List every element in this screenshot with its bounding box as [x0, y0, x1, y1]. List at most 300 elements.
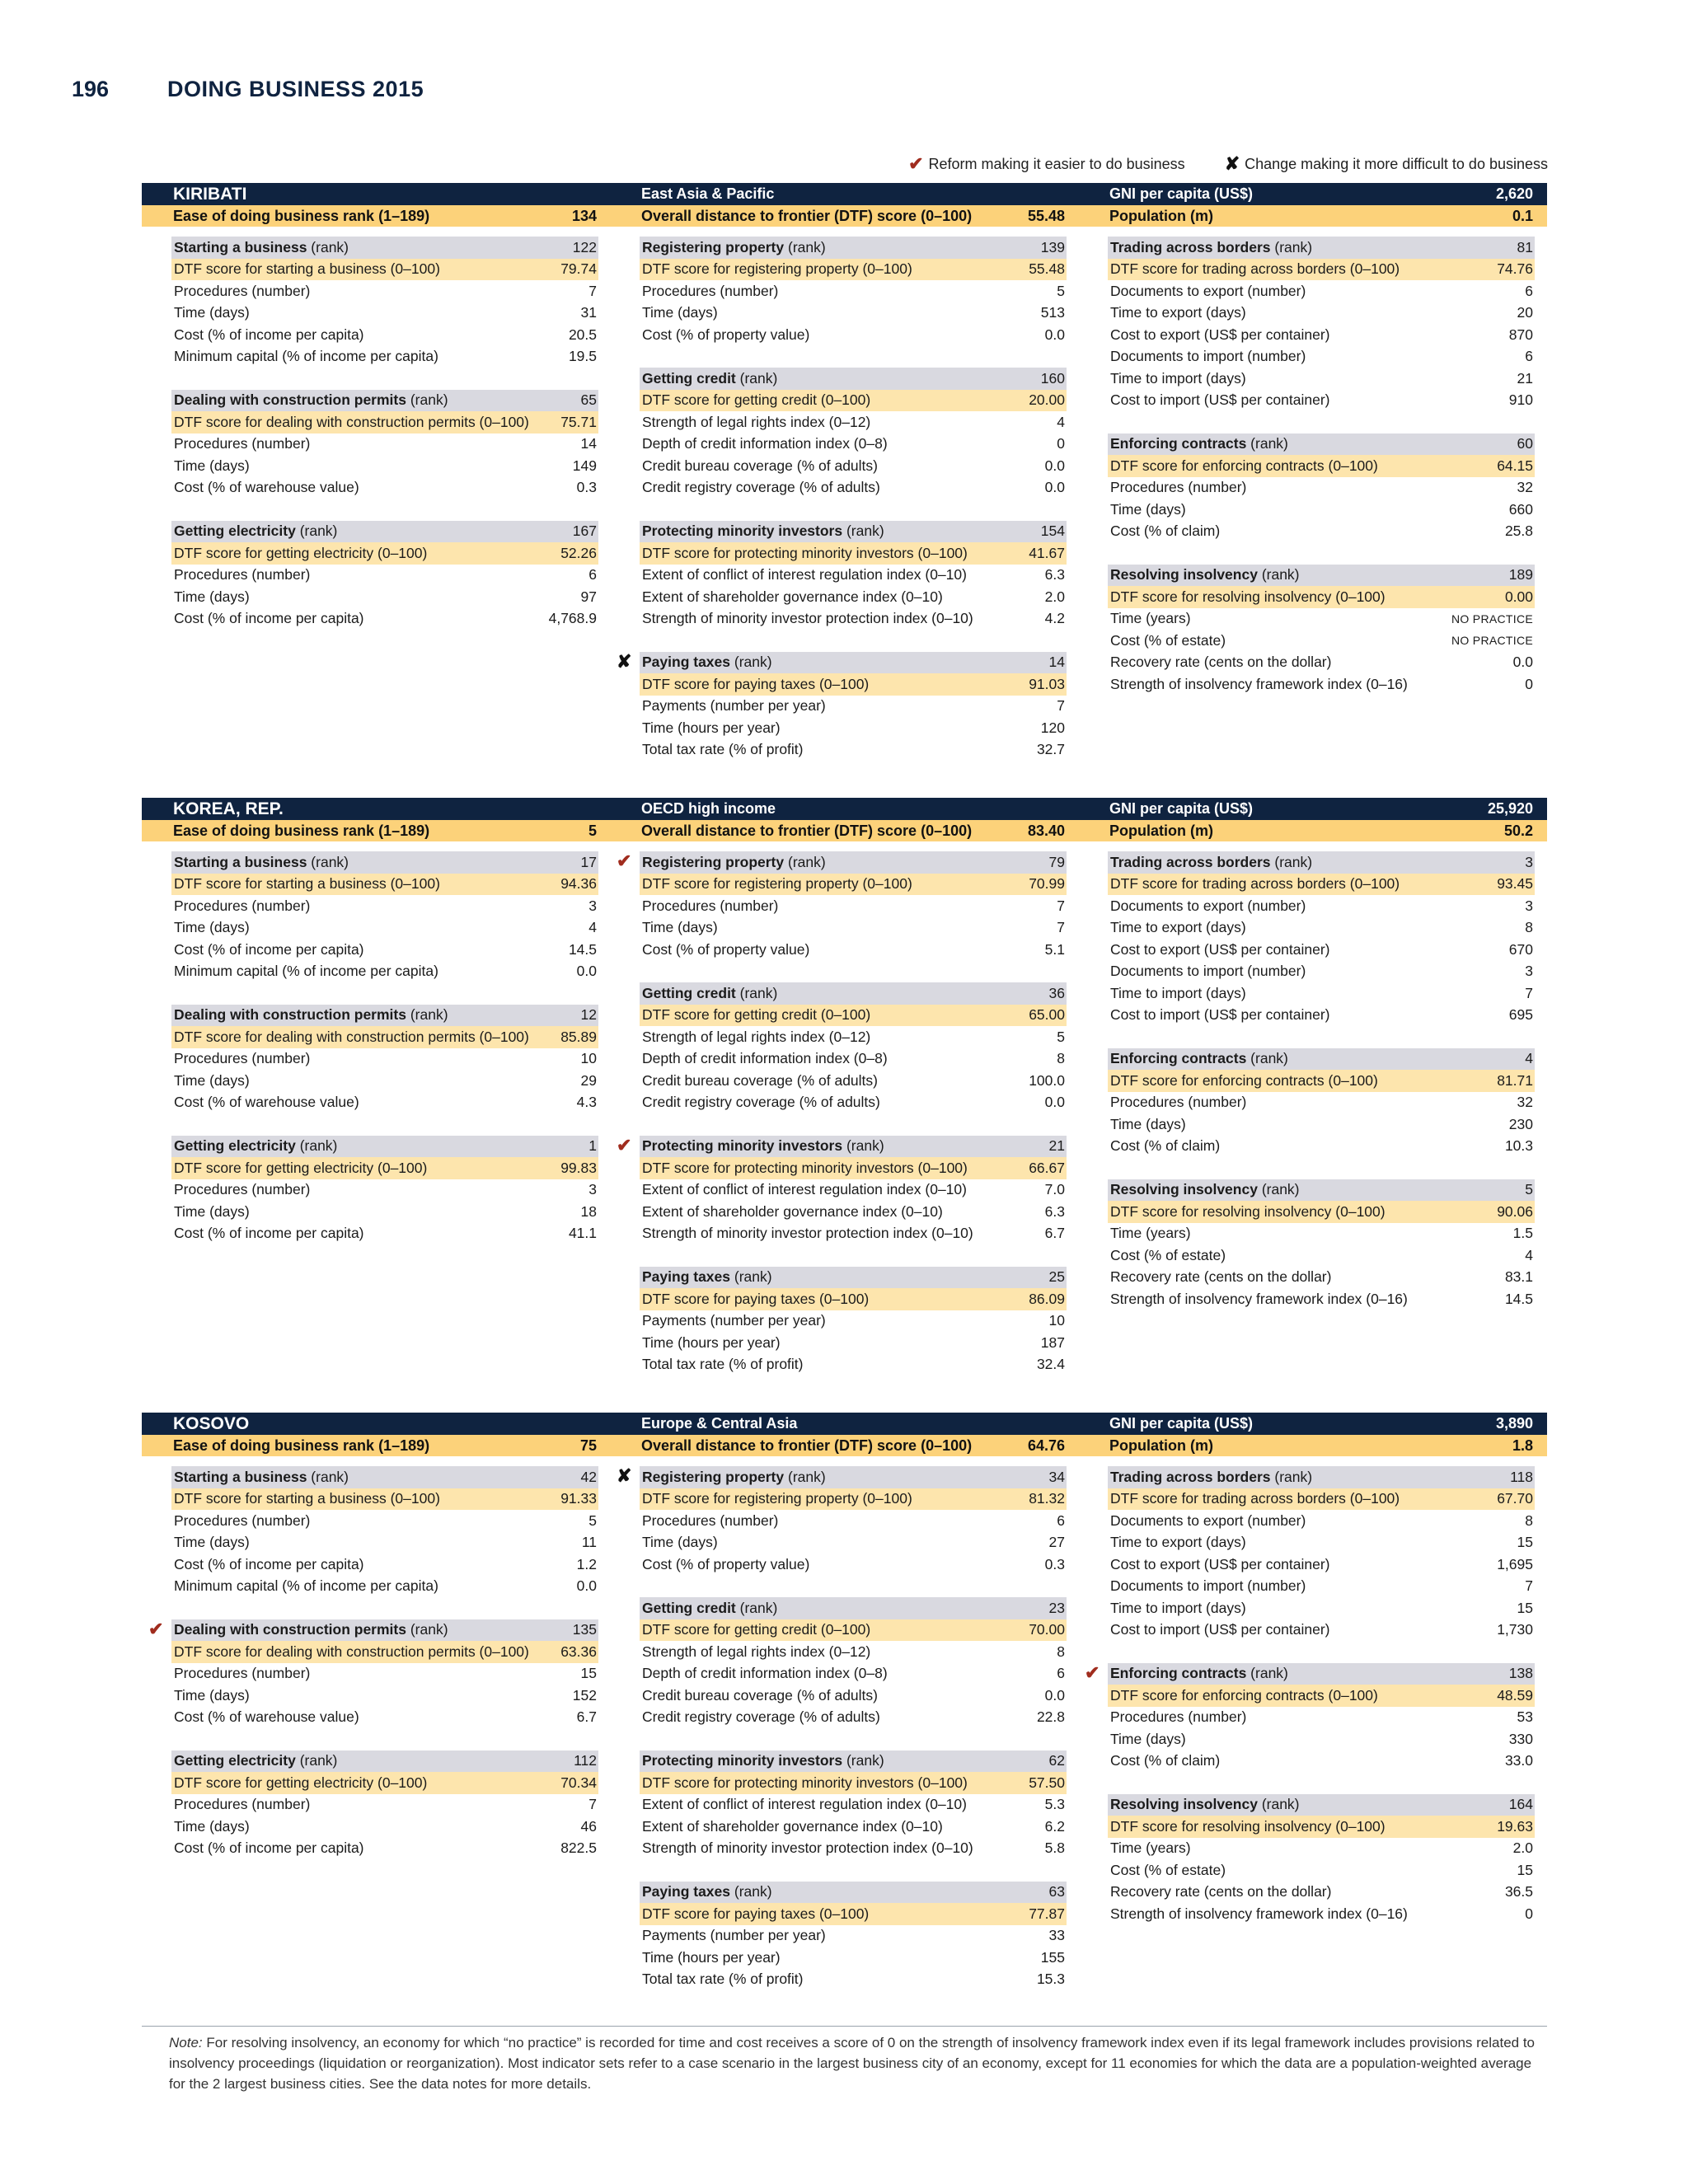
indicator-row	[640, 1310, 1067, 1333]
indicator-row	[171, 455, 598, 477]
indicator-label: Credit registry coverage (% of adults)	[642, 479, 880, 496]
indicator-value: 230	[1508, 1115, 1533, 1132]
indicator-value: 6	[1525, 282, 1533, 299]
indicator-row	[171, 280, 598, 302]
indicator-value: 15	[1517, 1861, 1533, 1878]
indicator-rank: 122	[572, 238, 597, 255]
indicator-section	[617, 1465, 1067, 1576]
indicator-label: DTF score for enforcing contracts (0–100)	[1110, 1071, 1378, 1089]
indicator-value: 15	[580, 1665, 597, 1682]
indicator-value: 14.5	[568, 940, 597, 958]
indicator-header-row	[640, 1750, 1067, 1773]
indicator-row	[1108, 302, 1535, 325]
indicator-label: Minimum capital (% of income per capita)	[174, 963, 438, 980]
indicator-label: Extent of shareholder governance index (0–10)	[642, 1817, 943, 1835]
indicator-label: Credit bureau coverage (% of adults)	[642, 457, 878, 474]
indicator-label: Cost (% of income per capita)	[174, 1840, 364, 1857]
indicator-value: 6.7	[576, 1708, 597, 1726]
indicator-value: 41.1	[568, 1225, 597, 1242]
indicator-value: NO PRACTICE	[1451, 634, 1533, 648]
indicator-value: 48.59	[1497, 1686, 1533, 1704]
x-icon: ✘	[617, 1465, 632, 1486]
indicator-row	[640, 1685, 1067, 1707]
indicator-unit: (rank)	[842, 523, 884, 540]
footnote-label: Note:	[169, 2035, 203, 2050]
indicator-row	[171, 302, 598, 325]
indicator-row	[640, 1641, 1067, 1663]
dtf-score-row	[171, 1641, 598, 1663]
dtf-score-row	[1108, 455, 1535, 477]
indicator-section	[171, 390, 598, 499]
indicator-value: 5	[1057, 1028, 1065, 1045]
indicator-header-row	[617, 1134, 1067, 1158]
indicator-name: Protecting minority investors	[642, 523, 843, 540]
indicator-rank: 79	[1048, 853, 1065, 870]
region-cell	[610, 183, 1078, 205]
indicator-value: 91.03	[1029, 675, 1065, 692]
dtf-label: Overall distance to frontier (DTF) score (0–100)	[641, 207, 973, 224]
dtf-cell	[610, 1435, 1078, 1456]
indicator-rank: 25	[1048, 1268, 1065, 1286]
indicator-value: 15	[1517, 1599, 1533, 1616]
indicator-row	[640, 739, 1067, 762]
x-icon: ✘	[1224, 153, 1240, 174]
ease-rank: 5	[588, 822, 597, 839]
indicator-row	[1108, 1288, 1535, 1310]
dtf-score-row	[640, 259, 1067, 281]
indicator-rank: 164	[1508, 1796, 1533, 1813]
indicator-row	[171, 434, 598, 456]
indicator-label: Strength of insolvency framework index (0–16)	[1110, 1905, 1408, 1922]
indicator-label: Cost (% of claim)	[1110, 1137, 1221, 1155]
dtf-score-row	[640, 1157, 1067, 1179]
indicator-section	[617, 650, 1067, 762]
indicator-value: 822.5	[560, 1840, 597, 1857]
indicator-title	[642, 523, 884, 540]
dtf-score-row	[171, 411, 598, 434]
indicator-label: Strength of insolvency framework index (0–16)	[1110, 1290, 1408, 1307]
indicator-section	[1108, 1048, 1535, 1158]
indicator-label: Extent of shareholder governance index (0–10)	[642, 588, 943, 605]
indicator-header-row	[1108, 237, 1535, 259]
country-summary	[142, 205, 1547, 227]
indicator-row	[640, 1816, 1067, 1838]
indicator-label: DTF score for registering property (0–100)	[642, 875, 912, 893]
indicator-value: 7	[1057, 697, 1065, 715]
indicator-name: Protecting minority investors	[642, 1137, 843, 1155]
indicator-label: Procedures (number)	[174, 1181, 311, 1198]
indicator-rank: 5	[1525, 1181, 1533, 1198]
indicator-unit: (rank)	[730, 1268, 772, 1286]
indicator-label: Credit bureau coverage (% of adults)	[642, 1686, 878, 1704]
indicator-row	[171, 1223, 598, 1245]
indicator-name: Enforcing contracts	[1110, 1050, 1247, 1067]
indicator-row	[1108, 390, 1535, 412]
indicator-header-row	[640, 1882, 1067, 1904]
indicator-value: 19.63	[1497, 1817, 1533, 1835]
indicator-label: Recovery rate (cents on the dollar)	[1110, 654, 1332, 671]
indicator-title	[1110, 1181, 1300, 1198]
indicator-title	[1110, 1796, 1300, 1813]
indicator-value: 6.2	[1044, 1817, 1065, 1835]
indicator-header-row	[1108, 565, 1535, 587]
indicator-label: DTF score for getting credit (0–100)	[642, 391, 871, 409]
indicator-label: DTF score for protecting minority investors (0–100)	[642, 1159, 968, 1176]
gni-value: 2,620	[1495, 185, 1533, 202]
indicator-unit: (rank)	[735, 369, 778, 387]
indicator-name: Getting credit	[642, 369, 736, 387]
indicator-rank: 63	[1048, 1883, 1065, 1900]
indicator-title	[1110, 239, 1312, 256]
indicator-label: DTF score for resolving insolvency (0–100)	[1110, 1202, 1386, 1220]
indicator-label: DTF score for paying taxes (0–100)	[642, 1290, 870, 1307]
indicator-name: Dealing with construction permits	[174, 1006, 406, 1024]
indicator-header-row	[1108, 1794, 1535, 1816]
indicator-value: 100.0	[1029, 1071, 1065, 1089]
indicator-name: Resolving insolvency	[1110, 1796, 1258, 1813]
indicator-section	[171, 521, 598, 630]
dtf-label: Overall distance to frontier (DTF) score (0–100)	[641, 1436, 973, 1454]
dtf-score-row	[640, 390, 1067, 412]
indicator-row	[1108, 1619, 1535, 1642]
indicator-value: 33	[1048, 1927, 1065, 1944]
region-cell	[610, 798, 1078, 820]
indicator-unit: (rank)	[784, 238, 826, 255]
indicator-section	[640, 1267, 1067, 1376]
indicator-label: Extent of conflict of interest regulation index (0–10)	[642, 566, 967, 583]
indicator-section	[640, 521, 1067, 630]
indicator-value: 5.1	[1044, 940, 1065, 958]
population-label: Population (m)	[1109, 822, 1213, 839]
indicator-label: Cost to import (US$ per container)	[1110, 1006, 1330, 1024]
indicator-row	[171, 1048, 598, 1071]
indicator-name: Paying taxes	[642, 1268, 730, 1286]
indicator-header-row	[171, 390, 598, 412]
indicator-section	[171, 1136, 598, 1245]
indicator-name: Enforcing contracts	[1110, 435, 1247, 452]
indicator-value: 5	[588, 1511, 597, 1529]
indicator-row	[171, 565, 598, 587]
indicator-row	[640, 1532, 1067, 1554]
indicator-label: Cost (% of warehouse value)	[174, 479, 359, 496]
indicator-value: 22.8	[1036, 1708, 1065, 1726]
dtf-score-row	[1108, 1685, 1535, 1707]
indicator-row	[640, 1663, 1067, 1685]
indicator-section	[148, 1618, 598, 1729]
indicator-label: Recovery rate (cents on the dollar)	[1110, 1268, 1332, 1286]
country-name-cell	[142, 183, 610, 205]
indicator-title	[174, 1006, 448, 1024]
indicator-value: 0	[1525, 1905, 1533, 1922]
indicator-value: 41.67	[1029, 544, 1065, 561]
indicator-rank: 65	[580, 391, 597, 409]
indicator-rank: 34	[1048, 1468, 1065, 1485]
indicator-title	[642, 985, 777, 1002]
indicator-label: Procedures (number)	[174, 435, 311, 452]
indicator-title	[174, 391, 448, 409]
dtf-score-row	[640, 1619, 1067, 1642]
indicator-row	[640, 411, 1067, 434]
indicator-title	[174, 239, 349, 256]
indicator-label: Time (days)	[174, 1817, 250, 1835]
indicator-row	[1108, 521, 1535, 543]
indicator-label: Procedures (number)	[174, 282, 311, 299]
indicator-value: NO PRACTICE	[1451, 612, 1533, 626]
indicator-row	[1108, 1859, 1535, 1882]
indicator-label: Extent of conflict of interest regulation index (0–10)	[642, 1796, 967, 1813]
indicator-label: Cost (% of property value)	[642, 326, 810, 343]
indicator-header-row	[617, 650, 1067, 674]
population-label: Population (m)	[1109, 207, 1213, 224]
legend-change	[1225, 155, 1548, 173]
indicator-row	[640, 280, 1067, 302]
indicator-value: 32	[1517, 479, 1533, 496]
indicator-header-row	[640, 237, 1067, 259]
indicator-section	[640, 237, 1067, 346]
indicator-label: Time (days)	[174, 1686, 250, 1704]
indicator-rank: 36	[1048, 984, 1065, 1001]
indicator-rank: 23	[1048, 1599, 1065, 1616]
indicator-section	[171, 1005, 598, 1114]
indicator-value: 7	[588, 282, 597, 299]
indicator-section	[617, 851, 1067, 961]
indicator-label: Cost (% of income per capita)	[174, 940, 364, 958]
indicator-value: 65.00	[1029, 1006, 1065, 1024]
indicator-title	[642, 1600, 777, 1617]
indicator-label: Procedures (number)	[1110, 1094, 1247, 1111]
indicator-header-row	[171, 237, 598, 259]
indicator-rank: 154	[1040, 523, 1065, 540]
population-value: 1.8	[1512, 1436, 1533, 1454]
indicator-rank: 42	[580, 1468, 597, 1485]
indicator-unit: (rank)	[1257, 566, 1300, 583]
indicator-label: Procedures (number)	[174, 1665, 311, 1682]
indicator-label: DTF score for starting a business (0–100)	[174, 260, 440, 278]
indicator-title	[642, 370, 777, 387]
indicator-header-row	[640, 368, 1067, 390]
indicator-value: 90.06	[1497, 1202, 1533, 1220]
indicator-rank: 139	[1040, 238, 1065, 255]
indicator-row	[1108, 1838, 1535, 1860]
indicator-value: 79.74	[560, 260, 597, 278]
indicator-value: 74.76	[1497, 260, 1533, 278]
indicator-value: 81.32	[1029, 1490, 1065, 1507]
indicator-rank: 112	[574, 1752, 597, 1769]
indicator-value: 0.3	[1044, 1555, 1065, 1572]
population-value: 50.2	[1503, 822, 1533, 839]
indicator-label: DTF score for dealing with construction permits (0–100)	[174, 413, 529, 430]
legend-change-label: Change making it more difficult to do business	[1245, 155, 1548, 172]
indicator-row	[171, 586, 598, 608]
indicator-row	[1108, 1244, 1535, 1267]
page-header	[72, 73, 424, 105]
indicator-name: Getting electricity	[174, 1137, 296, 1155]
indicator-label: Time (days)	[1110, 1115, 1186, 1132]
indicator-value: 91.33	[560, 1490, 597, 1507]
indicator-unit: (rank)	[784, 853, 826, 870]
population-cell	[1078, 820, 1546, 841]
dtf-value: 83.40	[1027, 822, 1065, 839]
indicator-value: 15	[1517, 1534, 1533, 1551]
indicator-name: Trading across borders	[1110, 238, 1271, 255]
indicator-column	[1078, 1466, 1546, 2013]
indicator-unit: (rank)	[1270, 238, 1313, 255]
region-name: Europe & Central Asia	[641, 1415, 798, 1432]
indicator-name: Getting electricity	[174, 1752, 296, 1769]
indicator-section	[1108, 237, 1535, 411]
indicator-label: Depth of credit information index (0–8)	[642, 435, 888, 452]
indicator-row	[1108, 608, 1535, 630]
indicator-value: 3	[1525, 897, 1533, 914]
indicator-value: 0.0	[1512, 654, 1533, 671]
indicator-label: Procedures (number)	[174, 1796, 311, 1813]
indicator-label: Credit bureau coverage (% of adults)	[642, 1071, 878, 1089]
indicator-row	[1108, 1597, 1535, 1619]
indicator-header-row	[171, 1005, 598, 1027]
indicator-title	[174, 1752, 337, 1769]
indicator-label: DTF score for paying taxes (0–100)	[642, 1905, 870, 1922]
indicator-row	[171, 1201, 598, 1223]
indicator-section	[1108, 565, 1535, 696]
indicator-row	[640, 1947, 1067, 1969]
indicator-label: Cost to export (US$ per container)	[1110, 326, 1330, 343]
gni-cell	[1078, 798, 1546, 820]
indicator-label: Strength of insolvency framework index (0–16)	[1110, 675, 1408, 692]
indicator-label: Procedures (number)	[642, 897, 779, 914]
indicator-header-row	[640, 982, 1067, 1005]
indicator-row	[640, 1048, 1067, 1071]
indicator-unit: (rank)	[1246, 1665, 1288, 1682]
indicator-row	[640, 1332, 1067, 1354]
gni-cell	[1078, 1413, 1546, 1435]
indicator-label: Time (days)	[174, 304, 250, 321]
indicator-value: 97	[580, 588, 597, 605]
indicator-value: 0	[1057, 435, 1065, 452]
indicator-rank: 4	[1525, 1050, 1533, 1067]
indicator-label: DTF score for protecting minority investors (0–100)	[642, 544, 968, 561]
indicator-header-row	[617, 1465, 1067, 1488]
indicator-value: 64.15	[1497, 457, 1533, 474]
indicator-value: 3	[588, 1181, 597, 1198]
indicator-row	[1108, 895, 1535, 917]
indicator-row	[1108, 961, 1535, 983]
ease-label: Ease of doing business rank (1–189)	[173, 1436, 430, 1454]
indicator-value: 20.5	[568, 326, 597, 343]
indicator-row	[1108, 917, 1535, 940]
indicator-label: Cost (% of income per capita)	[174, 1225, 364, 1242]
indicator-row	[171, 1510, 598, 1532]
indicator-title	[1110, 1665, 1288, 1682]
indicator-value: 32.4	[1036, 1356, 1065, 1373]
indicator-rank: 60	[1517, 435, 1533, 452]
indicator-value: 4.2	[1044, 610, 1065, 627]
indicator-label: Payments (number per year)	[642, 697, 826, 715]
indicator-label: Payments (number per year)	[642, 1312, 826, 1329]
indicator-label: Time (days)	[174, 1534, 250, 1551]
indicator-label: Procedures (number)	[642, 282, 779, 299]
indicator-header-row	[1108, 1466, 1535, 1488]
indicator-value: 6	[588, 566, 597, 583]
indicator-value: 70.00	[1029, 1621, 1065, 1638]
indicator-value: 4.3	[576, 1094, 597, 1111]
country-name-cell	[142, 798, 610, 820]
dtf-score-row	[171, 259, 598, 281]
indicator-rank: 138	[1508, 1665, 1533, 1682]
indicator-unit: (rank)	[307, 238, 349, 255]
dtf-score-row	[1108, 1816, 1535, 1838]
indicator-column	[610, 237, 1078, 783]
indicator-header-row	[640, 521, 1067, 543]
indicator-row	[640, 434, 1067, 456]
indicator-title	[642, 1137, 884, 1155]
indicator-column	[142, 1466, 610, 2013]
indicator-title	[174, 523, 337, 540]
indicator-label: Strength of legal rights index (0–12)	[642, 1028, 871, 1045]
indicator-label: Strength of minority investor protection index (0–10)	[642, 1225, 973, 1242]
indicator-unit: (rank)	[295, 1752, 338, 1769]
indicator-title	[1110, 1469, 1312, 1486]
indicator-unit: (rank)	[784, 1468, 826, 1485]
indicator-name: Protecting minority investors	[642, 1752, 843, 1769]
indicator-value: 1.2	[576, 1555, 597, 1572]
indicator-label: Depth of credit information index (0–8)	[642, 1050, 888, 1067]
indicator-value: 120	[1040, 719, 1065, 736]
indicator-row	[171, 939, 598, 961]
indicator-label: Strength of minority investor protection index (0–10)	[642, 1840, 973, 1857]
indicator-label: Time (hours per year)	[642, 1948, 781, 1966]
indicator-row	[171, 1554, 598, 1576]
legend-reform-label: Reform making it easier to do business	[928, 155, 1185, 172]
indicator-value: 7	[1525, 984, 1533, 1001]
indicator-header-row	[171, 1750, 598, 1773]
indicator-row	[1108, 368, 1535, 390]
indicator-unit: (rank)	[307, 1468, 349, 1485]
dtf-score-row	[1108, 586, 1535, 608]
dtf-score-row	[1108, 1201, 1535, 1223]
indicator-value: 1,695	[1497, 1555, 1533, 1572]
indicator-value: 513	[1040, 304, 1065, 321]
indicator-columns	[142, 1466, 1547, 2013]
indicator-label: DTF score for getting credit (0–100)	[642, 1621, 871, 1638]
indicator-row	[1108, 1267, 1535, 1289]
indicator-label: Strength of legal rights index (0–12)	[642, 413, 871, 430]
indicator-title	[174, 1621, 448, 1638]
indicator-value: 31	[580, 304, 597, 321]
indicator-name: Enforcing contracts	[1110, 1665, 1247, 1682]
indicator-section	[640, 1597, 1067, 1728]
country-block	[142, 1413, 1547, 2013]
indicator-row	[1108, 324, 1535, 346]
indicator-title	[1110, 854, 1312, 871]
indicator-row	[171, 324, 598, 346]
indicator-unit: (rank)	[406, 1006, 448, 1024]
indicator-value: 18	[580, 1202, 597, 1220]
indicator-label: Cost (% of income per capita)	[174, 610, 364, 627]
indicator-unit: (rank)	[295, 1137, 338, 1155]
indicator-row	[640, 1554, 1067, 1576]
indicator-value: 4	[588, 919, 597, 936]
indicator-label: Time (days)	[174, 1071, 250, 1089]
indicator-rank: 21	[1048, 1137, 1065, 1155]
indicator-section	[640, 982, 1067, 1113]
dtf-score-row	[171, 1772, 598, 1794]
indicator-row	[640, 1707, 1067, 1729]
indicator-label: Time (hours per year)	[642, 1333, 781, 1351]
indicator-row	[640, 1794, 1067, 1816]
indicator-value: 8	[1057, 1643, 1065, 1660]
indicator-rank: 14	[1048, 654, 1065, 671]
indicator-value: 2.0	[1044, 588, 1065, 605]
